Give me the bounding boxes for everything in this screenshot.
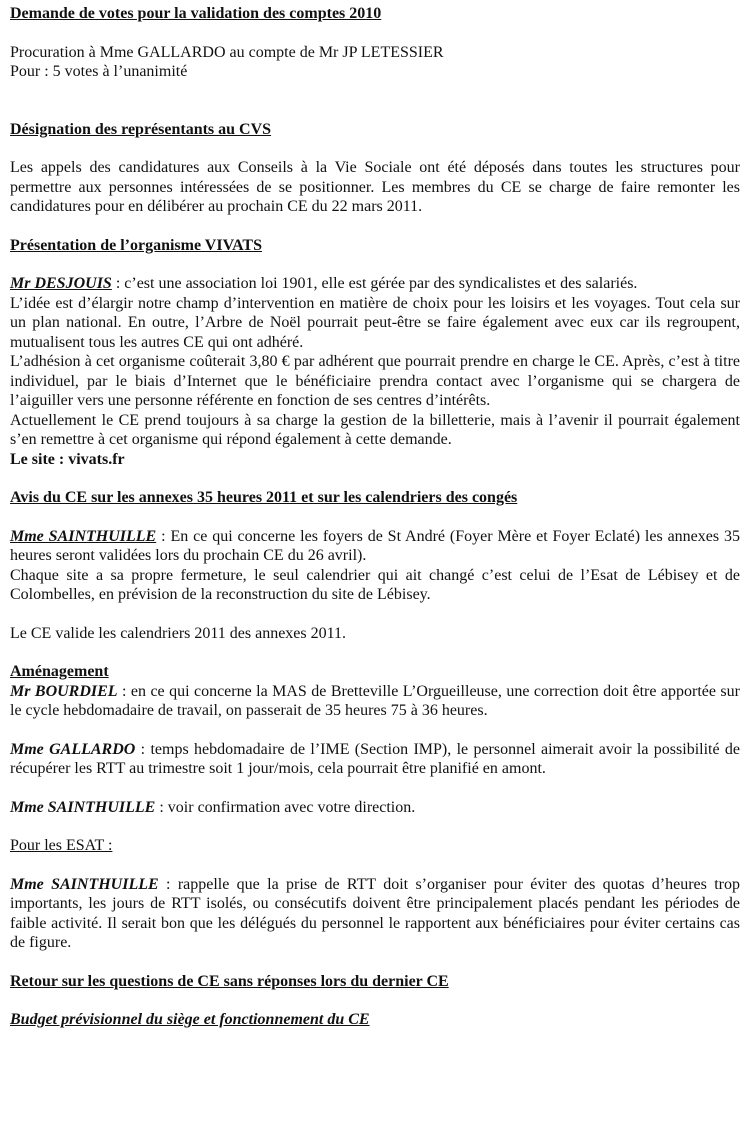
speaker-sainthuille-1: Mme SAINTHUILLE [10, 527, 157, 545]
speaker-gallardo: Mme GALLARDO [10, 740, 136, 758]
speaker-sainthuille-2: Mme SAINTHUILLE [10, 798, 156, 816]
budget-subheading: Budget prévisionnel du siège et fonctionnement du CE [10, 1011, 370, 1028]
vivats-paragraph-4: Actuellement le CE prend toujours à sa charge la gestion de la billetterie, mais à l’avenir il pourrait également s’en remettre à cet organisme qui répond également à cette demande. [10, 411, 740, 448]
vivats-paragraph-3: L’adhésion à cet organisme coûterait 3,80 € par adhérent que pourrait prendre en charge le CE. Après, c’est à titre individuel, par le biais d’Internet que le bénéficiaire prendra contact avec l’organisme qui se chargera de l’aiguiller vers une personne référente en fonction de ses centres d’intérêts. [10, 353, 740, 409]
amenagement-paragraph-1 [10, 682, 740, 721]
speaker-sainthuille-3: Mme SAINTHUILLE [10, 875, 159, 893]
esat-paragraph [10, 875, 740, 953]
annexes-paragraph-2: Chaque site a sa propre fermeture, le seul calendrier qui ait changé c’est celui de l’Esat de Lébisey et de Colombelles, en prévision de la reconstruction du site de Lébisey. [10, 566, 740, 603]
speaker-bourdiel: Mr BOURDIEL [10, 682, 118, 700]
heading-retour-questions: Retour sur les questions de CE sans réponses lors du dernier CE [10, 972, 449, 990]
heading-esat: Pour les ESAT : [10, 837, 113, 854]
amenagement-paragraph-2 [10, 740, 740, 779]
vivats-text-1: : c’est une association loi 1901, elle est gérée par des syndicalistes et des salariés. [111, 275, 638, 292]
vote-result-line: Pour : 5 votes à l’unanimité [10, 63, 188, 80]
annexes-paragraph-1 [10, 527, 740, 566]
heading-validation-comptes: Demande de votes pour la validation des comptes 2010 [10, 5, 382, 22]
amenagement-paragraph-3 [10, 798, 740, 818]
heading-cvs: Désignation des représentants au CVS [10, 120, 272, 138]
speaker-desjouis: Mr DESJOUIS [10, 275, 112, 292]
heading-annexes: Avis du CE sur les annexes 35 heures 2011 et sur les calendriers des congés [10, 489, 518, 506]
vivats-site: Le site : vivats.fr [10, 450, 125, 468]
vivats-paragraph-2: L’idée est d’élargir notre champ d’intervention en matière de choix pour les loisirs et les voyages. Tout cela sur un plan national. En outre, l’Arbre de Noël pourrait peut-être se faire également avec eux car ils regroupent, mutualisent tous les autres CE qui ont adhéré. [10, 294, 740, 351]
heading-amenagement: Aménagement [10, 663, 109, 680]
annexes-text-1: : En ce qui concerne les foyers de St André (Foyer Mère et Foyer Eclaté) les annexes 35 heures seront validées lors du prochain CE du 26 avril). [10, 527, 741, 564]
vivats-paragraph-1 [10, 274, 740, 294]
annexes-paragraph-3: Le CE valide les calendriers 2011 des annexes 2011. [10, 624, 347, 642]
amenagement-text-1: : en ce qui concerne la MAS de Bretteville L’Orgueilleuse, une correction doit être apportée sur le cycle hebdomadaire de travail, on passerait de 35 heures 75 à 36 heures. [10, 682, 740, 719]
procuration-line: Procuration à Mme GALLARDO au compte de Mr JP LETESSIER [10, 43, 444, 61]
amenagement-text-2: : temps hebdomadaire de l’IME (Section IMP), le personnel aimerait avoir la possibilité de récupérer les RTT au trimestre soit 1 jour/mois, cela pourrait être planifié en amont. [10, 740, 741, 777]
amenagement-text-3: : voir confirmation avec votre direction. [155, 798, 416, 816]
cvs-paragraph: Les appels des candidatures aux Conseils à la Vie Sociale ont été déposés dans toutes les structures pour permettre aux personnes intéressées de se positionner. Les membres du CE se charge de faire remonter les candidatures pour en délibérer au prochain CE du 22 mars 2011. [10, 159, 740, 215]
heading-vivats: Présentation de l’organisme VIVATS [10, 236, 262, 254]
esat-text: : rappelle que la prise de RTT doit s’organiser pour éviter des quotas d’heures trop importants, les jours de RTT isolés, ou consécutifs doivent être principalement placés pendant les périodes de faible activité. Il serait bon que les délégués du personnel le rapportent aux bénéficiaires pour éviter certains cas de figure. [10, 875, 741, 951]
